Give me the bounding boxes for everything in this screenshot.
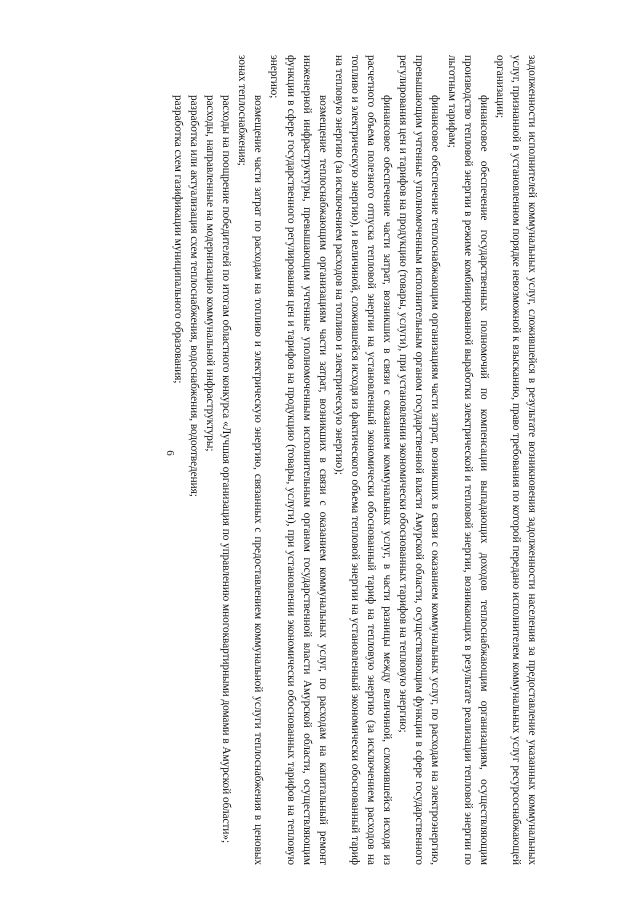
page-number: 6: [164, 450, 176, 456]
paragraph: возмещение теплоснабжающим организациям части затрат, возникших в связи с оказанием коммунальных услуг, по расходам на капитальный ремонт инженерной инфраструктуры, превышающим учтенные уполномоченным исполнительным органом государственной власти Амурской области, осуществляющим функции в сфере государственного регулирования цен и тарифов на продукцию (товары, услуги), при установлении экономически обоснованных тарифов на тепловую энергию;: [268, 55, 329, 865]
paragraph: финансовое обеспечение государственных полномочий по компенсации выпадающих доходов теплоснабжающим организациям, осуществляющим производство тепловой энергии в режиме комбинированной выработки электрической и тепловой энергии, возникающих в результате реализации тепловой энергии по льготным тарифам;: [445, 55, 490, 865]
paragraph: расходы, направленные на модернизацию коммунальной инфраструктуры;: [204, 95, 217, 452]
paragraph: финансовое обеспечение части затрат, возникших в связи с оказанием коммунальных услуг, в части разницы между величиной, сложившейся исходя из расчетного объема полезного отпуска тепловой энергии на установленный экономически обоснованный тариф на тепловую энергию (за исключением расходов на топливо и электрическую энергию), и величиной, сложившейся исходя из фактического объема тепловой энергии на установленный экономически обоснованный тариф на тепловую энергию (за исключением расходов на топливо и электрическую энергию);: [332, 55, 394, 865]
paragraph: расходы на поощрение победителей по итогам областного конкурса «Лучшая организация по управлению многоквартирными домами в Амурской области»;: [220, 95, 233, 844]
paragraph: финансовое обеспечение теплоснабжающим организациям части затрат, возникших в связи с оказанием коммунальных услуг, по расходам на электроэнергию, превышающим учтенные уполномоченным исполнительным органом государственной власти Амурской области, осуществляющим функции в сфере государственного регулирования цен и тарифов на продукцию (товары, услуги), при установлении экономически обоснованных тарифов на тепловую энергию;: [397, 55, 442, 865]
paragraph: задолженности исполнителей коммунальных услуг, сложившейся в результате возникновения задолженности населения за предоставление указанных коммунальных услуг, признанной в установленном порядке невозможной к взысканию, право требования по которой передано исполнителем коммунальных услуг ресурсоснабжающей организации;: [493, 55, 538, 865]
paragraph: возмещение части затрат по расходам на топливо и электрическую энергию, связанных с предоставлением коммунальной услуги теплоснабжения в ценовых зонах теплоснабжения;: [236, 55, 265, 865]
document-body: [140, 55, 540, 865]
paragraph: разработка схем газификации муниципального образования;: [171, 95, 184, 384]
paragraph: разработка или актуализация схем теплоснабжения, водоснабжения, водоотведения;: [188, 95, 201, 497]
